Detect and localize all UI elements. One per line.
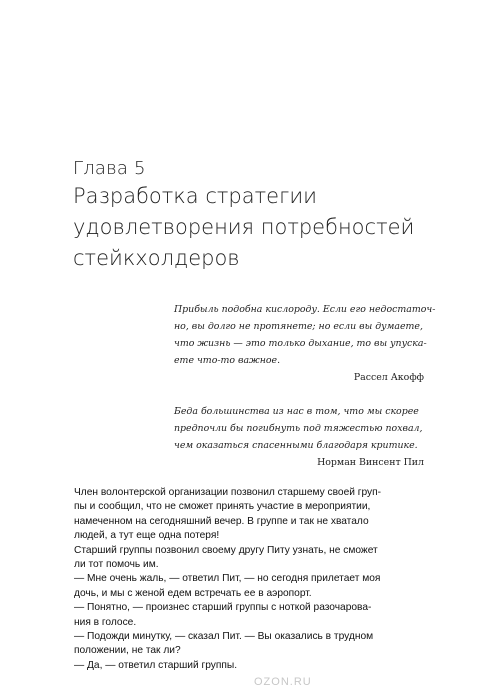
epigraph-line: предпочли бы погибнуть под тяжестью похвал, — [174, 423, 423, 434]
chapter-title-line: удовлетворения потребностей — [73, 215, 415, 239]
epigraph — [174, 301, 436, 386]
epigraph-quote — [174, 301, 436, 369]
epigraph-line: чем оказаться спасенными благодаря критике. — [174, 440, 418, 451]
body-line: ния в голосе. — [74, 616, 137, 628]
chapter-title — [73, 181, 453, 274]
body-line: — Понятно, — произнес старший группы с ноткой разочарова- — [74, 602, 372, 614]
body-line: — Мне очень жаль, — ответил Пит, — но сегодня прилетает моя — [74, 573, 381, 585]
body-line: дочь, и мы с женой едем встречать ее в аэропорт. — [74, 587, 312, 599]
ozon-watermark: OZON.RU — [254, 676, 312, 688]
chapter-title-line: стейкхолдеров — [73, 246, 240, 270]
body-line: людей, а тут еще одна потеря! — [74, 530, 220, 542]
epigraph — [174, 403, 424, 471]
body-line: Старший группы позвонил своему другу Питу узнать, не сможет — [74, 544, 378, 556]
chapter-title-line: Разработка стратегии — [73, 184, 318, 208]
epigraph-line: Прибыль подобна кислороду. Если его недостаточ- — [174, 304, 436, 315]
body-text — [74, 486, 434, 673]
epigraph-author: Норман Винсент Пил — [317, 457, 424, 468]
epigraph-line: Беда большинства из нас в том, что мы скорее — [174, 406, 419, 417]
body-line: ли тот помочь им. — [74, 559, 159, 571]
epigraph-quote — [174, 403, 424, 454]
body-line: положении, не так ли? — [74, 645, 181, 657]
epigraph-line: что жизнь — это только дыхание, то вы упуска- — [174, 338, 427, 349]
epigraph-line: но, вы долго не протянете; но если вы думаете, — [174, 321, 423, 332]
epigraph-author: Рассел Акофф — [353, 372, 424, 383]
body-line: — Да, — ответил старший группы. — [74, 659, 238, 671]
body-line: пы и сообщил, что не сможет принять участие в мероприятии, — [74, 501, 371, 513]
body-line: Член волонтерской организации позвонил старшему своей груп- — [74, 487, 382, 498]
body-line: — Подожди минутку, — сказал Пит. — Вы оказались в трудном — [74, 631, 374, 643]
body-line: намеченном на сегодняшний вечер. В группе и так не хватало — [74, 515, 369, 527]
epigraph-line: ете что-то важное. — [174, 355, 281, 366]
chapter-label: Глава 5 — [73, 158, 146, 179]
